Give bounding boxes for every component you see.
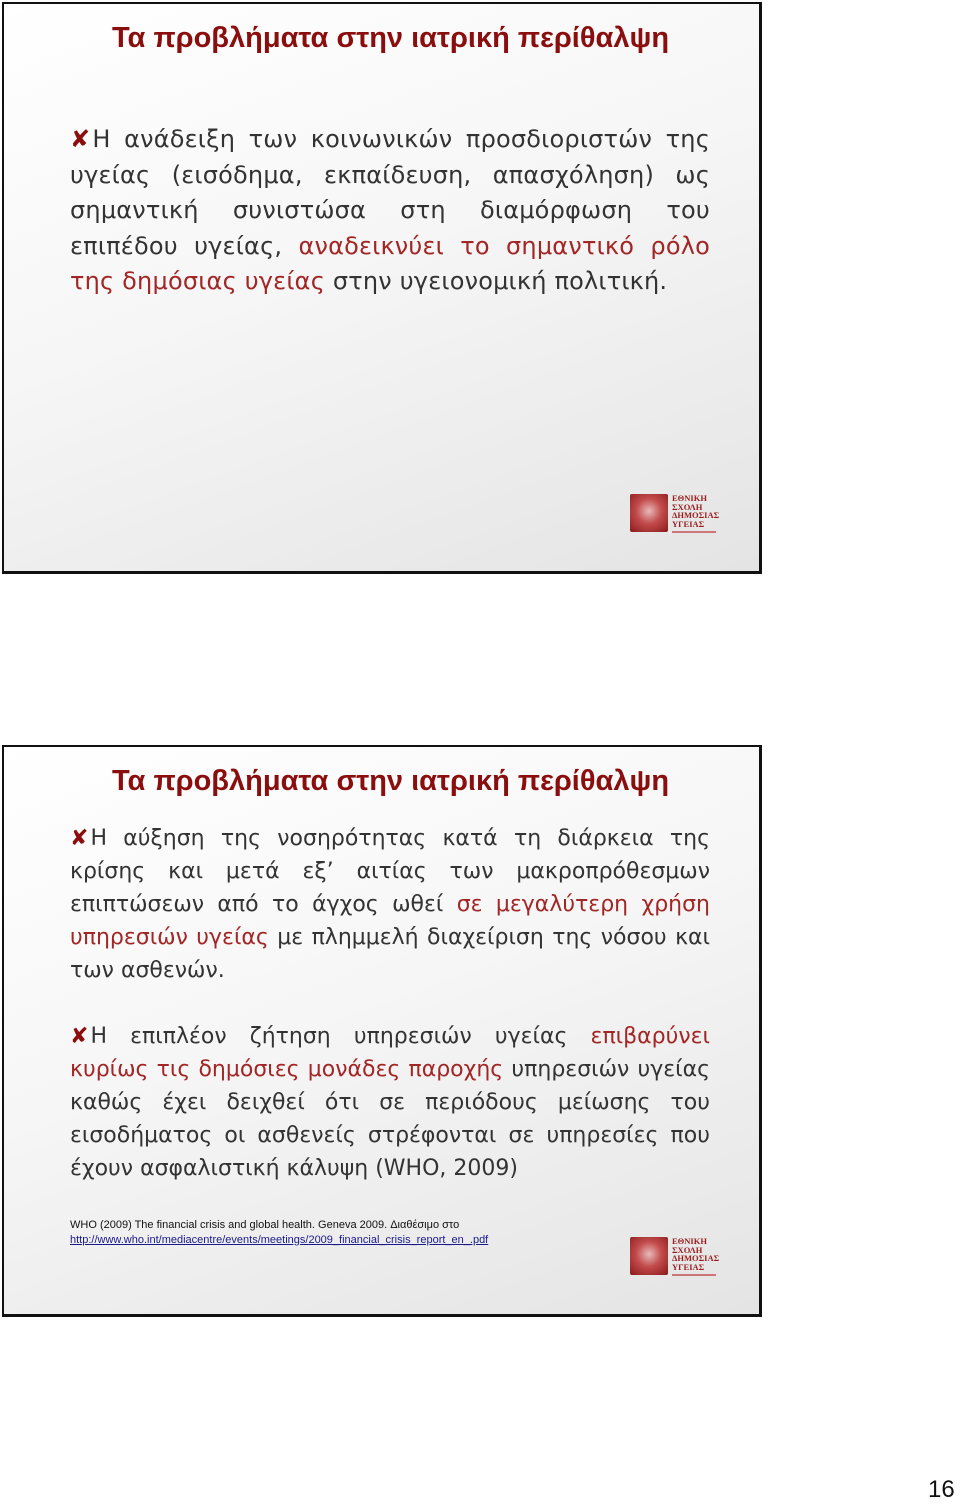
bullet-text: υπηρεσιών υγείας καθώς έχει δειχθεί ότι σε περιόδους μείωσης του εισοδήματος οι ασθενείς στρέφονται σε υπηρεσίες που έχουν ασφαλιστική κάλυψη (WHO, 2009) [70, 1057, 711, 1181]
logo-text: ΕΘΝΙΚΗ ΣΧΟΛΗ ΔΗΜΟΣΙΑΣ ΥΓΕΙΑΣ [672, 1237, 724, 1276]
logo-emblem-icon [630, 1237, 668, 1275]
page-number: 16 [928, 1476, 955, 1503]
logo-emblem-icon [630, 494, 668, 532]
highlighted-text: επιβαρύνει κυρίως τις δημόσιες μονάδες παροχής [70, 1024, 710, 1082]
bullet-point [70, 822, 710, 987]
logo-text: ΕΘΝΙΚΗ ΣΧΟΛΗ ΔΗΜΟΣΙΑΣ ΥΓΕΙΑΣ [672, 494, 724, 533]
bullet-point [70, 122, 710, 300]
slide-title: Τα προβλήματα στην ιατρική περίθαλψη [112, 22, 670, 54]
bullet-point [70, 1020, 710, 1185]
slide-1 [2, 2, 762, 574]
bullet-text: Η ανάδειξη των κοινωνικών προσδιοριστών της υγείας (εισόδημα, εκπαίδευση, απασχόληση) ως σημαντική συνιστώσα στη διαμόρφωση του επιπέδου υγείας, [70, 125, 710, 260]
bullet-text: με πλημμελή διαχείριση της νόσου και των ασθενών. [70, 925, 710, 983]
x-mark-icon: ✘ [70, 1024, 89, 1049]
reference-link[interactable]: http://www.who.int/mediacentre/events/meetings/2009_financial_crisis_report_en_.pdf [70, 1234, 489, 1246]
reference-text: WHO (2009) The financial crisis and global health. Geneva 2009. Διαθέσιμο στο [70, 1219, 460, 1231]
school-logo [630, 1237, 722, 1277]
highlighted-text: σε μεγαλύτερη χρήση υπηρεσιών υγείας [70, 892, 710, 950]
reference [70, 1218, 488, 1248]
slide-2 [2, 745, 762, 1317]
x-mark-icon: ✘ [70, 826, 89, 851]
school-logo [630, 494, 722, 534]
bullet-text: στην υγειονομική πολιτική. [324, 267, 668, 295]
bullet-text: Η επιπλέον ζήτηση υπηρεσιών υγείας [90, 1024, 591, 1049]
highlighted-text: αναδεικνύει το σημαντικό ρόλο της δημόσιας υγείας [70, 231, 710, 295]
bullet-text: Η αύξηση της νοσηρότητας κατά τη διάρκεια της κρίσης και μετά εξ’ αιτίας των μακροπρόθεσμων επιπτώσεων από το άγχος ωθεί [70, 826, 710, 917]
slide-title: Τα προβλήματα στην ιατρική περίθαλψη [112, 765, 670, 797]
x-mark-icon: ✘ [70, 125, 91, 153]
